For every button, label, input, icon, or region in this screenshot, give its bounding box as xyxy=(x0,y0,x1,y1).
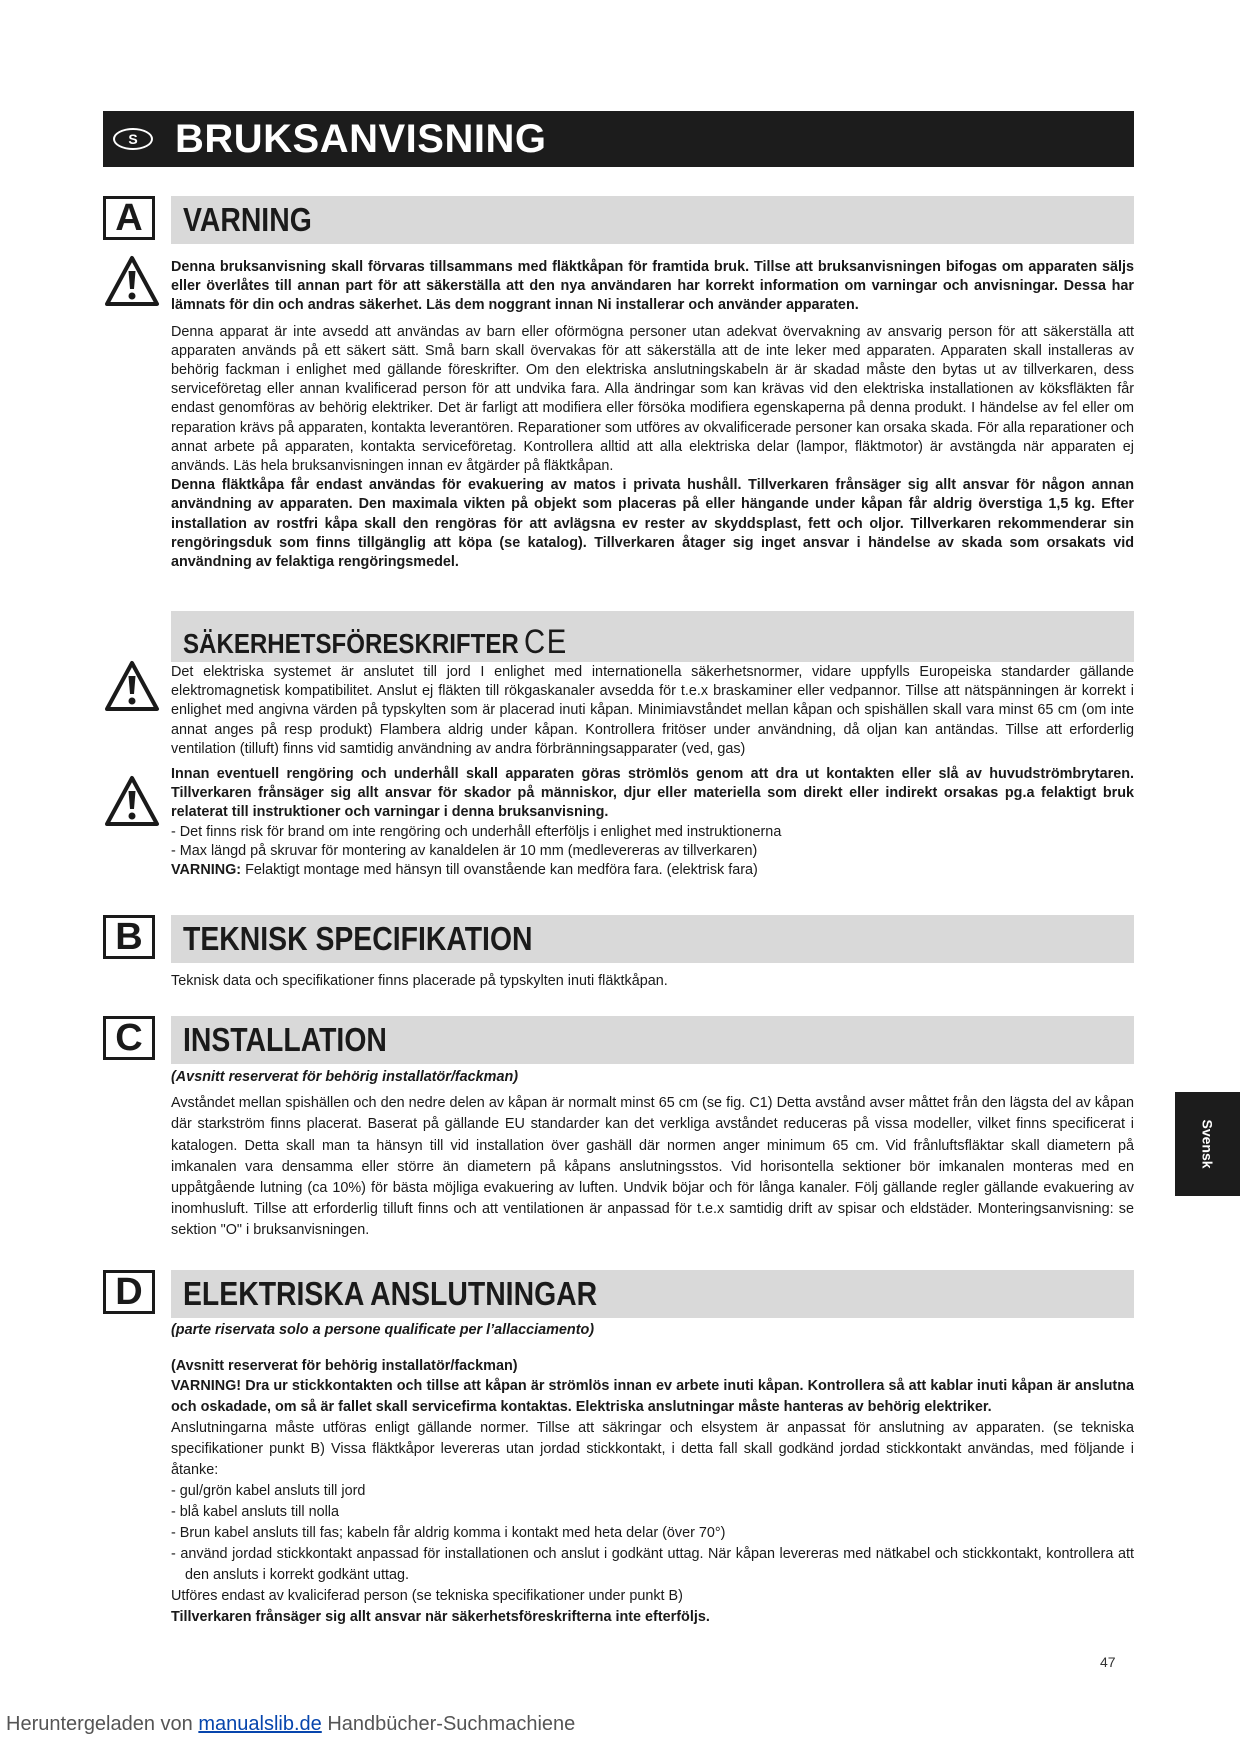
safety-title: SÄKERHETSFÖRESKRIFTER xyxy=(183,628,519,659)
section-d-note-it: (parte riservata solo a persone qualificate per l’allacciamento) xyxy=(171,1322,595,1338)
section-b-header xyxy=(171,915,1134,963)
safety-warning-text: Felaktigt montage med hänsyn till ovanstående kan medföra fara. (elektrisk fara) xyxy=(241,862,758,879)
safety-line1: - Det finns risk för brand om inte rengöring och underhåll efterföljs i enlighet med instruktionerna xyxy=(171,823,782,840)
warning-triangle-icon xyxy=(104,660,160,712)
language-badge: S xyxy=(113,128,153,150)
section-b-title: TEKNISK SPECIFIKATION xyxy=(183,920,533,957)
section-a-intro: Denna bruksanvisning skall förvaras tillsammans med fläktkåpan för framtida bruk. Tillse att bruksanvisningen bifogas om apparaten säljs eller överlåtes till annan part för att säkerställa att den nya användaren har korrekt information om varningar och anvisningar. Dessa har lämnats för din och andras säkerhet. Läs dem noggrant innan Ni installerar och använder apparaten. xyxy=(171,259,1134,314)
section-d-body: Anslutningarna måste utföras enligt gällande normer. Tillse att säkringar och elsystem är anpassat för anslutning av apparaten. (se tekniska specifikationer punkt B) Vissa fläktkåpor levereras utan jordad stickkontakt, i detta fall skall godkänd jordad stickkontakt användas, med följande i åtanke: xyxy=(171,1420,1134,1479)
list-item: - Brun kabel ansluts till fas; kabeln får aldrig komma i kontakt med heta delar (över 70°) xyxy=(171,1525,726,1542)
safety-content xyxy=(171,663,1134,880)
section-d-warning: VARNING! Dra ur stickkontakten och tillse att kåpan är strömlös innan ev arbete inuti kåpan. Kontrollera så att kablar inuti kåpan är anslutna och oskadade, om så är fallet skall servicefirma kontaktas. Elektriska anslutningar måste hanteras av behörig elektriker. xyxy=(171,1378,1134,1416)
page-number: 47 xyxy=(1100,1654,1116,1670)
section-a-body: Denna apparat är inte avsedd att användas av barn eller oförmögna personer utan adekvat övervakning av ansvarig person för att säkerställa att apparaten används på ett säkert sätt. Små barn skall övervakas för att säkerställa att de inte leker med apparaten. Apparaten skall installeras av behörig fackman i enlighet med gällande föreskrifter. Om den elektriska anslutningskabeln är är skadad måste den bytas ut av tillverkaren, dess serviceföretag eller annan kvalificerad person för att undvika fara. Alla ändringar som kan krävas vid den elektriska installationen av köksfläkten får endast genomföras av behörig elektriker. Det är farligt att modifiera eller försöka modifiera egenskaperna på denna produkt. I händelse av fel eller om reparation krävs på apparaten, kontakta leverantören. Reparationer som utföres av okvalificerade personer kan orsaka skada. För alla reparationer och annat arbete på apparaten, kontakta serviceföretag. Kontrollera alltid att alla elektriska delar (lampor, fläktmotor) är avstängda när apparaten ej används. Läs hela bruksanvisningen innan ev åtgärder på fläktkåpan. xyxy=(171,323,1134,475)
section-c-body: Avståndet mellan spishällen och den nedre delen av kåpan är normalt minst 65 cm (se fig. C1) Detta avstånd avser måttet från den lägsta del av kåpan där starkström finns placerat. Baserat på gällande EU standarder kan det verkliga avståndet reduceras på vissa modeller, vilket finns specificerat i katalogen. Detta skall man ta hänsyn till vid installation över gashäll där normen anger minimum 65 cm. Vid frånluftsfläktar skall diametern på imkanalen vara densamma eller större än diametern på kåpans anslutningsstos. Vid horisontella sektioner bör imkanalen monteras med en uppåtgående lutning (ca 10%) för bästa möjliga evakuering av luften. Undvik böjar och för långa kanaler. Följ gällande regler gällande evakuering av inomhusluft. Tillse att erforderlig tilluft finns och att ventilationen är anpassad för t.e.x samtidig drift av spisar och eldstäder. Monteringsanvisning: se sektion "O" i bruksanvisningen. xyxy=(171,1095,1134,1239)
download-footer xyxy=(6,1713,575,1736)
language-side-tab xyxy=(1175,1092,1240,1196)
warning-triangle-icon xyxy=(104,255,160,307)
footer-prefix: Heruntergeladen von xyxy=(6,1713,199,1735)
section-c-content xyxy=(171,1068,1134,1242)
section-d-header xyxy=(171,1270,1134,1318)
section-d-disclaimer: Tillverkaren frånsäger sig allt ansvar när säkerhetsföreskrifterna inte efterföljs. xyxy=(171,1609,710,1626)
section-a-content xyxy=(171,258,1134,572)
section-d-title: ELEKTRISKA ANSLUTNINGAR xyxy=(183,1275,598,1312)
list-item: - gul/grön kabel ansluts till jord xyxy=(171,1483,366,1500)
section-a-letter: A xyxy=(103,196,155,240)
safety-line2: - Max längd på skruvar för montering av kanaldelen är 10 mm (medlevereras av tillverkaren) xyxy=(171,842,758,859)
section-d-qualified: Utföres endast av kvaliciferad person (se tekniska specifikationer under punkt B) xyxy=(171,1588,683,1605)
safety-warning xyxy=(171,861,1134,880)
ce-mark-icon: CE xyxy=(523,623,569,661)
section-d-note-sv: (Avsnitt reserverat för behörig installatör/fackman) xyxy=(171,1358,518,1375)
list-item: - använd jordad stickkontakt anpassad för installationen och anslut i godkänt uttag. När kåpan levereras med nätkabel och stickkontakt, kontrollera att den ansluts i korrekt godkänt uttag. xyxy=(171,1546,1134,1584)
safety-title-wrap xyxy=(183,623,568,662)
warning-triangle-icon xyxy=(104,775,160,827)
section-b-body: Teknisk data och specifikationer finns placerade på typskylten inuti fläktkåpan. xyxy=(171,973,668,989)
page-title: BRUKSANVISNING xyxy=(175,116,547,161)
footer-suffix: Handbücher-Suchmachiene xyxy=(321,1713,576,1735)
section-a-closing: Denna fläktkåpa får endast användas för evakuering av matos i privata hushåll. Tillverkaren frånsäger sig allt ansvar för någon annan användning av apparaten. Den maximala vikten på objekt som placeras på eller hängande under kåpan får aldrig överstiga 1,5 kg. Efter installation av rostfri kåpa skall den rengöras för att avlägsna ev rester av skyddsplast, fett och oljor. Tillverkaren rekommenderar sin rengöringsduk som finns tillgänglig att köpa (se katalog). Tillverkaren åtager sig inget ansvar i händelse av skada som orsakats vid användning av felaktiga rengöringsmedel. xyxy=(171,477,1134,571)
title-bar xyxy=(103,111,1134,167)
section-b-letter: B xyxy=(103,915,155,959)
section-d-letter: D xyxy=(103,1270,155,1314)
language-side-tab-label: Svensk xyxy=(1199,1119,1216,1169)
section-a-header xyxy=(171,196,1134,244)
section-c-letter: C xyxy=(103,1016,155,1060)
section-a-title: VARNING xyxy=(183,201,312,238)
safety-header xyxy=(171,611,1134,662)
section-c-note: (Avsnitt reserverat för behörig installatör/fackman) xyxy=(171,1069,519,1085)
safety-para2: Innan eventuell rengöring och underhåll skall apparaten göras strömlös genom att dra ut kontakten eller slå av huvudströmbrytaren. Tillverkaren frånsäger sig allt ansvar för skador på människor, djur eller materiella som direkt eller indirekt orsakas pg.a felaktigt bruk relaterat till instruktioner och varningar i denna bruksanvisning. xyxy=(171,766,1134,821)
section-c-header xyxy=(171,1016,1134,1064)
manualslib-link[interactable]: manualslib.de xyxy=(198,1713,322,1735)
safety-para1: Det elektriska systemet är anslutet till jord I enlighet med internationella säkerhetsnormer, vidare uppfylls Europeiska standarder gällande elektromagnetisk kompatibilitet. Anslut ej fläkten till rökgaskanaler avsedda för t.e.x braskaminer eller vedpannor. Tillse att nätspänningen är korrekt i enlighet med angivna värden på typskylten som är placerad inuti kåpan. Minimiavståndet mellan kåpan och spishällen skall vara minst 65 cm (om inte annat anges på resp produkt) Flambera aldrig under kåpan. Kontrollera fritöser under användning, då oljan kan antändas. Tillse att erforderlig ventilation (tilluft) finns vid samtidig användning av andra förbränningsapparater (ved, gas) xyxy=(171,664,1134,757)
section-d-list xyxy=(171,1481,1134,1586)
safety-warning-label: VARNING: xyxy=(171,862,242,879)
list-item: - blå kabel ansluts till nolla xyxy=(171,1504,339,1521)
section-d-content xyxy=(171,1321,1134,1628)
section-c-title: INSTALLATION xyxy=(183,1021,387,1058)
